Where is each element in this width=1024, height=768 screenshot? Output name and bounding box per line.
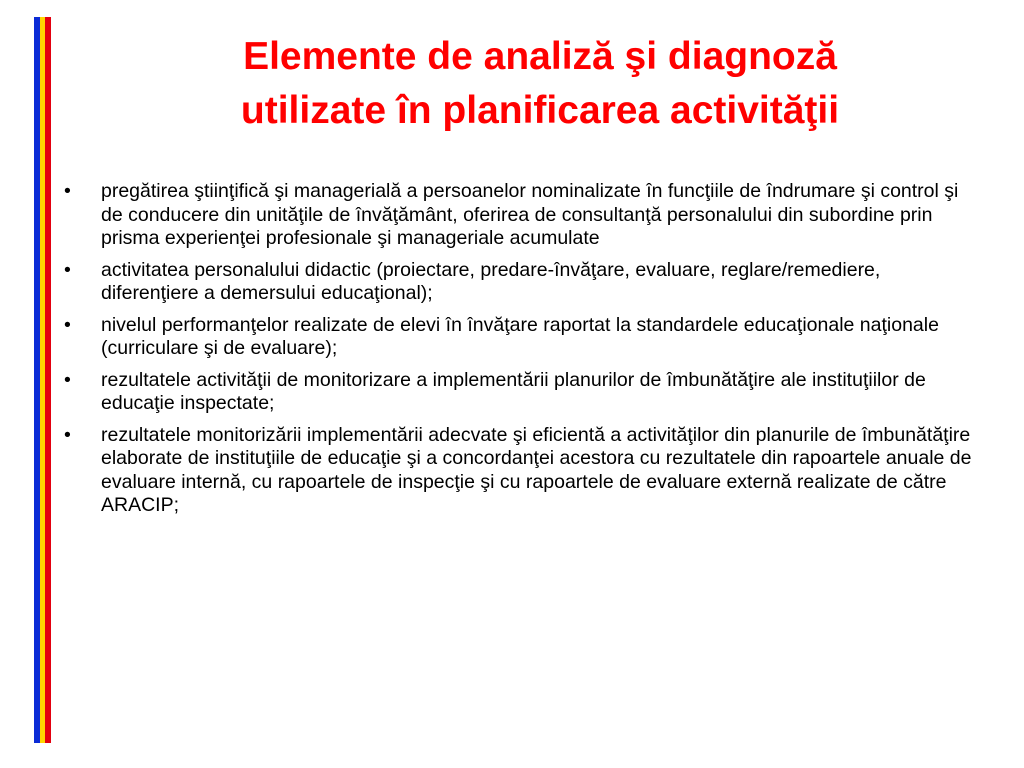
bullet-item [64, 259, 974, 306]
tricolor-flag-stripe [34, 17, 51, 743]
bullet-dot-icon: • [64, 180, 71, 202]
bullet-text: nivelul performanţelor realizate de elevi în învăţare raportat la standardele educaţionale naţionale (curriculare şi de evaluare); [101, 313, 939, 359]
bullet-item [64, 424, 974, 518]
slide-title-line-1: Elemente de analiză şi diagnoză [243, 35, 837, 78]
bullet-item [64, 314, 974, 361]
flag-stripe-red [45, 17, 51, 743]
bullet-item [64, 369, 974, 416]
bullet-dot-icon: • [64, 313, 71, 336]
slide-title [70, 30, 1010, 138]
bullet-text: pregătirea ştiinţifică şi managerială a persoanelor nominalizate în funcţiile de îndrumare şi control şi de conducere din unităţile de învăţământ, oferirea de consultanţă personalului din subordine prin prisma experienţei profesionale şi manageriale acumulate [101, 180, 959, 249]
bullet-item [64, 180, 974, 251]
bullet-list [64, 180, 974, 526]
bullet-dot-icon: • [64, 423, 71, 446]
slide-title-line-2: utilizate în planificarea activităţii [240, 89, 840, 132]
bullet-text: rezultatele activităţii de monitorizare a implementării planurilor de îmbunătăţire ale instituţiilor de educaţie inspectate; [101, 368, 926, 414]
bullet-text: activitatea personalului didactic (proiectare, predare-învăţare, evaluare, reglare/remediere, diferenţiere a demersului educaţional); [101, 258, 881, 304]
bullet-text: rezultatele monitorizării implementării adecvate şi eficientă a activităţilor din planurile de îmbunătăţire elaborate de instituţiile de educaţie şi a concordanţei acestora cu rezultatele din rapoartele anuale de evaluare internă, cu rapoartele de inspecţie şi cu rapoartele de evaluare externă realizate de către ARACIP; [101, 423, 972, 516]
bullet-dot-icon: • [64, 368, 71, 391]
bullet-dot-icon: • [64, 258, 71, 281]
